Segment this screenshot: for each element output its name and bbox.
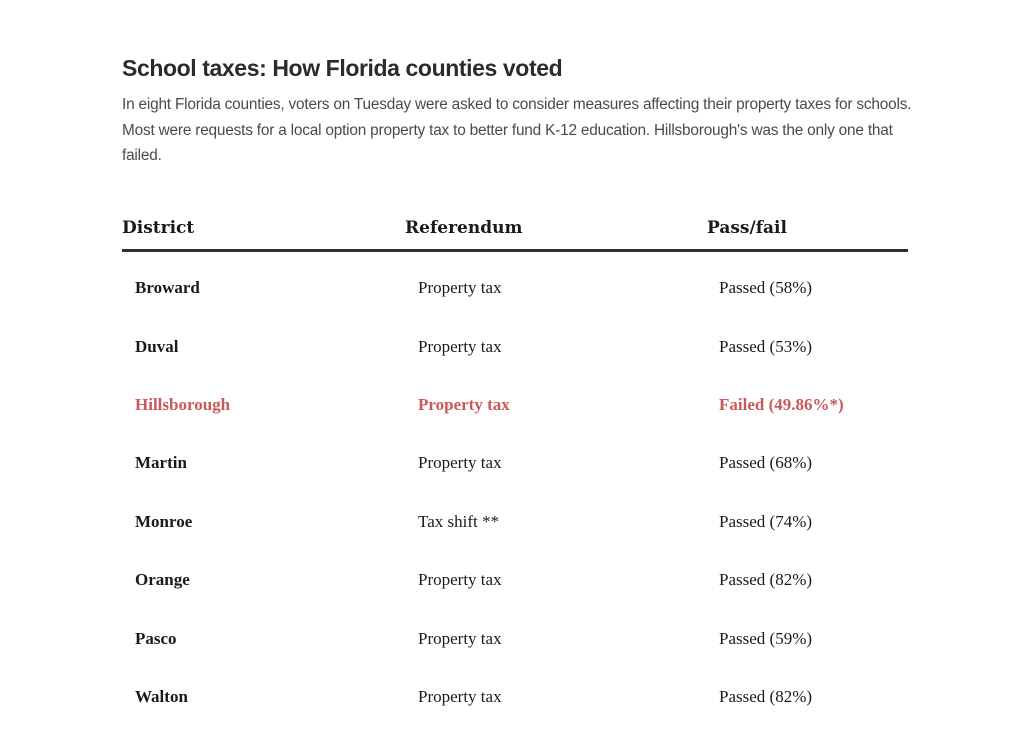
district-cell: Pasco: [135, 629, 177, 648]
column-header-pass-fail: Pass/fail: [707, 218, 787, 238]
table-row: [122, 332, 908, 362]
result-cell: Passed (59%): [719, 629, 813, 648]
result-cell: Passed (58%): [719, 278, 813, 297]
table-row: [122, 273, 908, 303]
district-cell: Orange: [135, 570, 190, 589]
table-row-highlighted: [122, 390, 908, 420]
referendum-cell: Property tax: [418, 629, 502, 648]
district-cell: Martin: [135, 453, 187, 472]
column-header-referendum: Referendum: [405, 218, 523, 238]
referendum-cell: Tax shift **: [418, 512, 499, 531]
table-row: [122, 448, 908, 478]
table-row: [122, 624, 908, 654]
result-cell: Passed (53%): [719, 337, 813, 356]
referendum-cell: Property tax: [418, 278, 502, 297]
district-cell: Walton: [135, 687, 188, 706]
table-header: [122, 215, 908, 252]
referendum-cell: Property tax: [418, 570, 502, 589]
page-title: School taxes: How Florida counties voted: [122, 55, 563, 81]
result-cell: Passed (68%): [719, 453, 813, 472]
result-cell: Failed (49.86%*): [719, 395, 844, 414]
district-cell: Hillsborough: [135, 395, 231, 414]
table-row: [122, 682, 908, 712]
referendum-cell: Property tax: [418, 395, 510, 414]
district-cell: Duval: [135, 337, 179, 356]
result-cell: Passed (82%): [719, 687, 813, 706]
intro-paragraph: In eight Florida counties, voters on Tuesday were asked to consider measures affecting their property taxes for schools. Most were requests for a local option property tax to better fund K-12 education. Hillsborough's was the only one that failed.: [122, 96, 912, 164]
results-table: [122, 215, 908, 706]
referendum-cell: Property tax: [418, 453, 502, 472]
district-cell: Monroe: [135, 512, 193, 531]
result-cell: Passed (82%): [719, 570, 813, 589]
column-header-district: District: [122, 218, 195, 238]
table-row: [122, 565, 908, 595]
district-cell: Broward: [135, 278, 200, 297]
referendum-cell: Property tax: [418, 687, 502, 706]
referendum-cell: Property tax: [418, 337, 502, 356]
result-cell: Passed (74%): [719, 512, 813, 531]
table-row: [122, 507, 908, 537]
